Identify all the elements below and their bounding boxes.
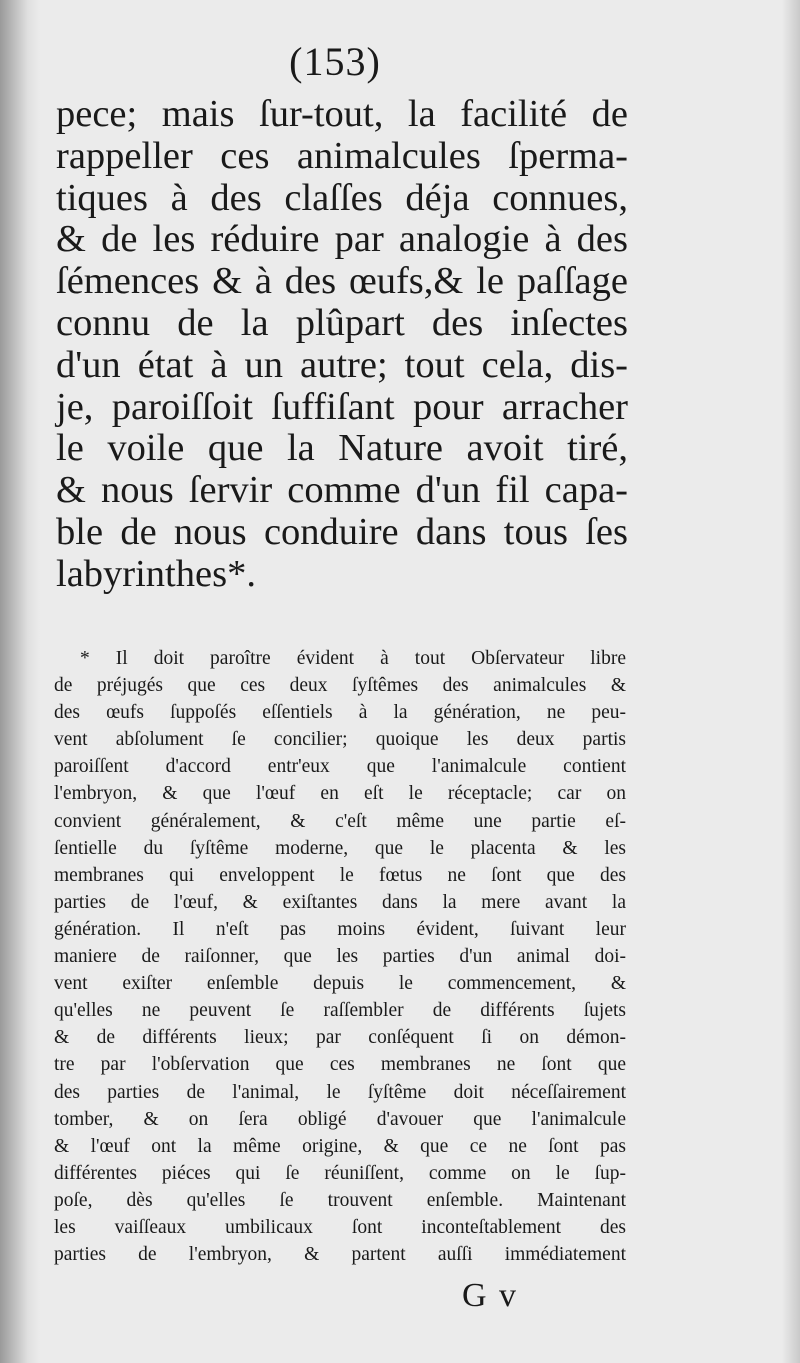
main-text-line: connu de la plûpart des inſectes	[56, 301, 628, 344]
footnote-line: parties de l'embryon, & partent auſſi immédiatement	[54, 1244, 626, 1266]
main-text-line: je, paroiſſoit ſuffiſant pour arracher	[56, 385, 628, 428]
footnote-line: les vaiſſeaux umbilicaux ſont inconteſtablement des	[54, 1216, 626, 1238]
main-text-line: ble de nous conduire dans tous ſes	[56, 510, 628, 553]
footnote-line: & de différents lieux; par conſéquent ſi on démon-	[54, 1027, 626, 1049]
footnote-line: des parties de l'animal, le ſyſtême doit néceſſairement	[54, 1081, 626, 1103]
main-text-line: ſémences & à des œufs,& le paſſage	[56, 260, 628, 303]
page-edge	[782, 0, 800, 1363]
footnote-block	[54, 645, 626, 1268]
main-text-line: & nous ſervir comme d'un fil capa-	[56, 469, 628, 512]
footnote-line: des œufs ſuppoſés eſſentiels à la génération, ne peu-	[54, 702, 626, 724]
main-text-line: & de les réduire par analogie à des	[56, 218, 628, 261]
footnote-line: ſentielle du ſyſtême moderne, que le placenta & les	[54, 837, 626, 859]
footnote-line: tre par l'obſervation que ces membranes ne ſont que	[54, 1054, 626, 1076]
footnote-line: de préjugés que ces deux ſyſtêmes des animalcules &	[54, 675, 626, 697]
binding-shadow	[0, 0, 40, 1363]
footnote-line: parties de l'œuf, & exiſtantes dans la mere avant la	[54, 891, 626, 913]
footnote-line: génération. Il n'eſt pas moins évident, ſuivant leur	[54, 918, 626, 940]
main-text-line: labyrinthes*.	[56, 552, 256, 595]
signature-mark: G v	[462, 1277, 519, 1314]
footnote-line: poſe, dès qu'elles ſe trouvent enſemble. Maintenant	[54, 1189, 626, 1211]
footnote-line: qu'elles ne peuvent ſe raſſembler de différents ſujets	[54, 1000, 626, 1022]
main-text-line: d'un état à un autre; tout cela, dis-	[56, 343, 628, 386]
footnote-line: membranes qui enveloppent le fœtus ne ſont que des	[54, 864, 626, 886]
footnote-line: tomber, & on ſera obligé d'avouer que l'animalcule	[54, 1108, 626, 1130]
footnote-line: * Il doit paroître évident à tout Obſervateur libre	[80, 648, 626, 669]
footnote-line: vent exiſter enſemble depuis le commencement, &	[54, 973, 626, 995]
main-text-block	[56, 94, 628, 596]
footnote-line: différentes piéces qui ſe réuniſſent, comme on le ſup-	[54, 1162, 626, 1184]
footnote-line: paroiſſent d'accord entr'eux que l'animalcule contient	[54, 756, 626, 778]
footnote-line: & l'œuf ont la même origine, & que ce ne ſont pas	[54, 1135, 626, 1157]
main-text-line: le voile que la Nature avoit tiré,	[56, 427, 628, 470]
footnote-line: maniere de raiſonner, que les parties d'un animal doi-	[54, 946, 626, 968]
page-number: (153)	[289, 39, 381, 84]
footnote-line: l'embryon, & que l'œuf en eſt le réceptacle; car on	[54, 783, 626, 805]
footnote-line: vent abſolument ſe concilier; quoique les deux partis	[54, 729, 626, 751]
footnote-line: convient généralement, & c'eſt même une partie eſ-	[54, 810, 626, 832]
main-text-line: rappeller ces animalcules ſperma-	[56, 134, 628, 177]
main-text-line: tiques à des claſſes déja connues,	[56, 176, 628, 219]
main-text-line: pece; mais ſur-tout, la facilité de	[56, 93, 628, 135]
